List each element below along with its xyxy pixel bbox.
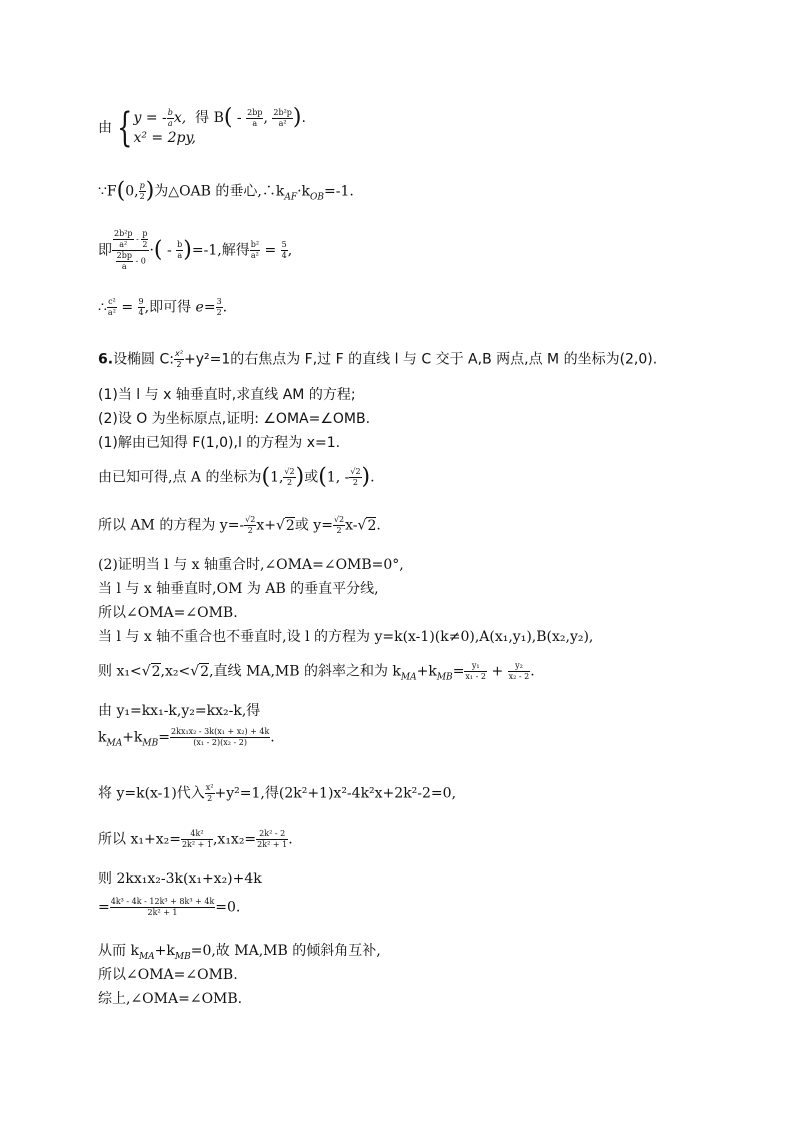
- focus-line: ∵F(0, $\frac{p}{2}$ )为△OAB 的垂心$,\therefore k_{AF}\cdot k_{OB}=-1$.: [98, 178, 354, 204]
- equation-system: y = - $\frac{b}{a}$ x, 得 B( - $\frac{2bp}{a}$ , $\frac{\text{2b²p}}{\text{a²}}$ ). x² = 2py,: [133, 105, 306, 146]
- B-x-num: 2bp: [247, 107, 263, 117]
- b-over-a: [167, 109, 174, 128]
- system-intro: 由: [98, 120, 112, 136]
- stem-b: +y²=1的右焦点为 F,过 F 的直线 l 与 C 交于 A,B 两点,点 M 的坐标为(2,0).: [183, 351, 658, 368]
- vieta-product-den: 2k² + 1: [257, 840, 288, 849]
- substitute-b: +y²=1,得(2k²+1)x²-4k²x+2k²-2=0,: [214, 785, 457, 802]
- am-eq-c: 或 y=: [294, 517, 333, 534]
- conclusion-c: =0,故 MA,MB 的倾斜角互补,: [190, 943, 381, 959]
- simplify-tail: =0.: [215, 899, 241, 916]
- vieta-product: ,x₁x₂=: [212, 831, 257, 848]
- question-2: (2)设 O 为坐标原点,证明: ∠OMA=∠OMB.: [98, 411, 371, 427]
- frac-den: a: [167, 118, 173, 128]
- eq1-post: x,: [173, 110, 187, 126]
- problem-number: 6.: [98, 351, 114, 368]
- slope-sum-den: (x₁ - 2)(x₂ - 2): [193, 738, 247, 747]
- slope-sum-num: 2kx₁x₂ - 3k(x₁ + x₂) + 4k: [171, 727, 270, 736]
- vieta-sum-num: 4k²: [181, 830, 213, 840]
- p-over-2: $\frac{p}{2}$: [139, 181, 145, 201]
- slope-sum-text: ,直线 MA,MB 的斜率之和为 k: [209, 663, 401, 680]
- get-B-label: 得 B: [195, 110, 224, 126]
- simplify-den: 2k² + 1: [147, 908, 178, 917]
- frac-num: b: [167, 107, 173, 117]
- slope-sum-fraction: [170, 728, 270, 747]
- answer-2-line-8: 将 y=k(x-1)代入 $\frac{\text{x²}}{2}$ +y²=1,得(2k²+1)x²-4k²x+2k²-2=0,: [98, 783, 457, 803]
- am-eq-a: 所以 AM 的方程为 y=-: [98, 517, 245, 534]
- or-text: 或: [304, 469, 319, 486]
- answer-1-line-3: 所以 AM 的方程为 y=- $\frac{√2}{2}$ x+√2或 y= $\frac{√2}{2}$ x-√2.: [98, 515, 381, 535]
- answer-2-line-11: = $\frac{\text{4k³ - 4k - 12k³ + 8k³ + 4k}}{\text{2k² + 1}}$ =0.: [98, 897, 241, 917]
- eq1-minus: = -: [145, 110, 167, 126]
- plus-k: +k: [416, 663, 437, 680]
- substitute-a: 将 y=k(x-1)代入: [98, 785, 205, 802]
- answer-2-line-2: 当 l 与 x 轴垂直时,OM 为 AB 的垂直平分线,: [98, 581, 379, 597]
- conclusion-b: +k: [154, 943, 175, 959]
- answer-2-line-4: 当 l 与 x 轴不重合也不垂直时,设 l 的方程为 y=k(x-1)(k≠0),A(x₁,y₁),B(x₂,y₂),: [98, 629, 594, 645]
- vieta-sum-den: 2k² + 1: [181, 840, 212, 849]
- answer-2-line-14: 综上,∠OMA=∠OMB.: [98, 991, 243, 1007]
- vieta-product-num: 2k² - 2: [256, 830, 288, 840]
- answer-2-line-1: (2)证明当 l 与 x 轴重合时,∠OMA=∠OMB=0°,: [98, 557, 404, 573]
- ratio-intro: 即: [98, 242, 112, 259]
- focus-mid: 为△OAB 的垂心,∴k: [154, 183, 285, 200]
- answer-2-line-13: 所以∠OMA=∠OMB.: [98, 967, 238, 983]
- answer-2-line-7: $k_{MA}+k_{MB}=$ $\frac{\text{2kx₁x₂ - 3k(x₁ + x₂) + 4k}}{\text{(x₁ - 2)(x₂ - 2)}}$ .: [98, 727, 275, 749]
- slope-product-line: 即 $\frac{\text{2b²p}}{\text{a²}}$ - $\frac{p}{2}$ $\frac{2bp}{a}$ - 0 ·( - $\frac{b}{a}$ )=-1,解得 $\frac{\text{b²}}{\text{a²}}$ = $\frac{5}{4}$ ,: [98, 229, 293, 271]
- x2-bound: ,x₂<: [160, 663, 191, 680]
- answer-2-line-9: 所以 x₁+x₂= $\frac{\text{4k²}}{\text{2k² + 1}}$ ,x₁x₂= $\frac{\text{2k² - 2}}{\text{2k² + 1}}$ .: [98, 829, 293, 849]
- left-brace: {: [117, 105, 133, 151]
- e-den: 2: [216, 308, 222, 317]
- ratio-result: =-1,解得: [191, 242, 250, 259]
- question-1: (1)当 l 与 x 轴垂直时,求直线 AM 的方程;: [98, 387, 356, 403]
- system-equation-line: [98, 105, 306, 151]
- focus-label: ∵F: [98, 183, 117, 200]
- slope-fraction: $\frac{\text{2b²p}}{\text{a²}}$ - $\frac{p}{2}$ $\frac{2bp}{a}$ - 0: [114, 229, 148, 271]
- numerator-simplify: [110, 898, 216, 917]
- e-value: [216, 298, 223, 317]
- eq1-lhs: y: [133, 110, 142, 126]
- eq2: x² = 2py,: [133, 130, 196, 146]
- B-x: [246, 109, 263, 128]
- vieta-sum: 所以 x₁+x₂=: [98, 831, 181, 848]
- answer-2-line-10: 则 2kx₁x₂-3k(x₁+x₂)+4k: [98, 871, 262, 887]
- x1-bound: 则 x₁<: [98, 663, 142, 680]
- am-eq-b: x+: [256, 517, 276, 534]
- problem-6-stem: 6.设椭圆 C: $\frac{\text{x²}}{2}$ +y²=1的右焦点为 F,过 F 的直线 l 与 C 交于 A,B 两点,点 M 的坐标为(2,0).: [98, 349, 658, 369]
- eccentricity-line: ∴ $\frac{\text{c²}}{\text{a²}}$ = $\frac{9}{4}$ ,即可得 e= $\frac{3}{2}$ .: [98, 297, 228, 317]
- conclusion-a: 从而 k: [98, 943, 139, 959]
- answer-2-line-12: 从而 $k_{MA}+k_{MB}=0$,故 MA,MB 的倾斜角互补,: [98, 943, 381, 962]
- answer-1-line-2: 由已知可得,点 A 的坐标为(1, $\frac{√2}{2}$ )或(1, - $\frac{√2}{2}$ ).: [98, 464, 375, 490]
- answer-2-line-5: 则 x₁<√2,x₂<√2,直线 MA,MB 的斜率之和为 $k_{MA}+k_{MB}=$ $\frac{\text{y₁}}{\text{x₁ - 2}}$ + $\frac{\text{y₂}}{\text{x₂ - 2}}$ .: [98, 661, 535, 683]
- stem-a: 设椭圆 C:: [113, 351, 175, 368]
- e-num: 3: [216, 297, 222, 306]
- B-y: [272, 109, 293, 128]
- answer-2-line-6: 由 y₁=kx₁-k,y₂=kx₂-k,得: [98, 703, 261, 719]
- answer-2-line-3: 所以∠OMA=∠OMB.: [98, 605, 238, 621]
- B-y-den: a²: [278, 118, 287, 128]
- B-x-den: a: [252, 118, 258, 128]
- final-tail: .: [222, 299, 228, 316]
- point-A-text: 由已知可得,点 A 的坐标为: [98, 469, 262, 486]
- B-y-num: 2b²p: [273, 107, 292, 117]
- am-eq-d: x-: [345, 517, 358, 534]
- answer-1-line-1: (1)解由已知得 F(1,0),l 的方程为 x=1.: [98, 435, 341, 451]
- final-intro: ∴: [98, 299, 107, 316]
- simplify-num: 4k³ - 4k - 12k³ + 8k³ + 4k: [110, 897, 215, 906]
- focus-tail: =-1.: [324, 183, 354, 200]
